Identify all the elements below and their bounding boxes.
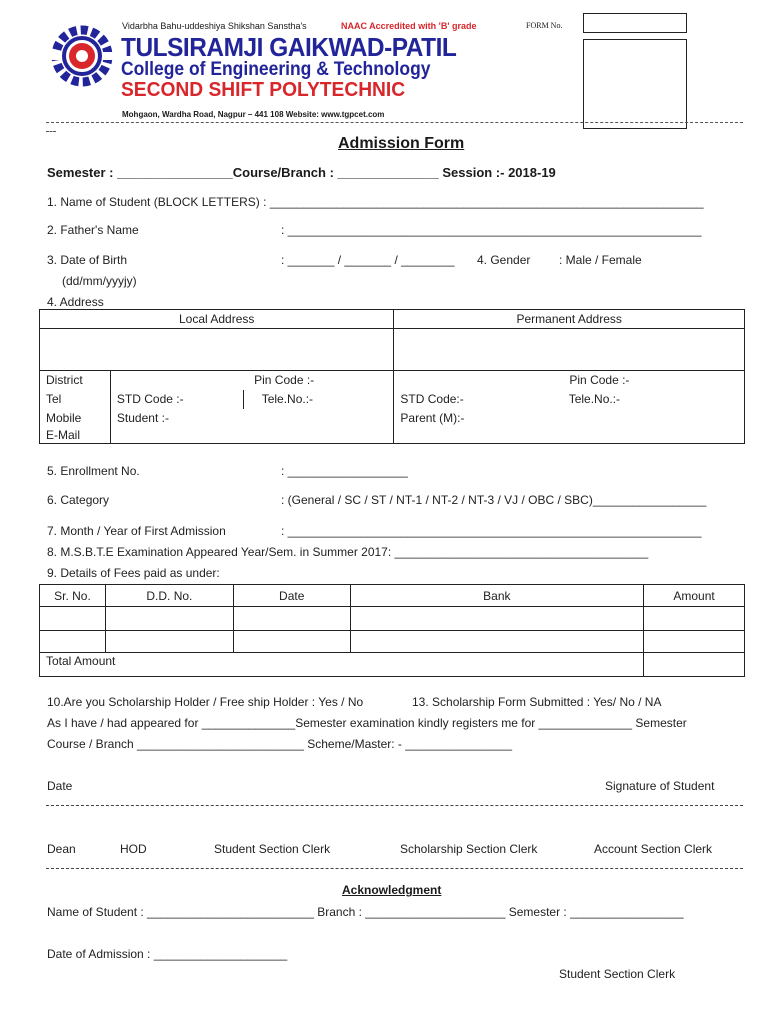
category-options[interactable]: : (General / SC / ST / NT-1 / NT-2 / NT-3 / VJ / OBC / SBC)_________________ <box>281 493 707 507</box>
date-label: Date <box>47 779 73 793</box>
local-pin-code[interactable]: Pin Code :- <box>110 371 393 390</box>
fees-cell[interactable] <box>350 607 643 631</box>
college-address: Mohgaon, Wardha Road, Nagpur – 441 108 Website: www.tgpcet.com <box>122 110 385 119</box>
student-name-field[interactable]: 1. Name of Student (BLOCK LETTERS) : _________________________________________________________________ <box>47 195 704 209</box>
student-mobile[interactable]: Student :- <box>110 409 393 427</box>
college-shift: SECOND SHIFT POLYTECHNIC <box>121 79 406 101</box>
fees-cell[interactable] <box>40 631 106 653</box>
fees-cell[interactable] <box>40 607 106 631</box>
scholarship-form-submitted[interactable]: 13. Scholarship Form Submitted : Yes/ No / NA <box>412 695 662 709</box>
dob-field[interactable]: : _______ / _______ / ________ <box>281 253 455 267</box>
semester-registration-line[interactable]: As I have / had appeared for ______________Semester examination kindly registers me for ______________ Semester <box>47 716 687 730</box>
local-std-code[interactable]: STD Code :- <box>110 390 243 409</box>
local-address-header: Local Address <box>40 310 394 329</box>
semester-course-session-line[interactable]: Semester : ________________Course/Branch : ______________ Session :- 2018-19 <box>47 165 556 180</box>
separator-line <box>46 805 743 806</box>
permanent-pin-code[interactable]: Pin Code :- <box>394 371 745 390</box>
fees-header-bank: Bank <box>350 585 643 607</box>
father-name-label: 2. Father's Name <box>47 223 139 237</box>
photo-box[interactable] <box>583 39 687 129</box>
fees-cell[interactable] <box>105 607 233 631</box>
scholarship-clerk-label: Scholarship Section Clerk <box>400 842 538 856</box>
fees-header-dd-no: D.D. No. <box>105 585 233 607</box>
fees-cell[interactable] <box>233 631 350 653</box>
permanent-std-code[interactable]: STD Code:- <box>394 390 563 409</box>
permanent-address-field[interactable] <box>394 329 745 371</box>
father-name-field[interactable]: : ______________________________________________________________ <box>281 223 702 237</box>
form-no-label: FORM No. <box>526 21 563 30</box>
scholarship-holder-question[interactable]: 10.Are you Scholarship Holder / Free ship Holder : Yes / No <box>47 695 364 709</box>
fees-total-label: Total Amount <box>40 653 644 677</box>
permanent-address-header: Permanent Address <box>394 310 745 329</box>
separator-line <box>46 868 743 869</box>
account-clerk-label: Account Section Clerk <box>594 842 713 856</box>
enrollment-label: 5. Enrollment No. <box>47 464 140 478</box>
acknowledgment-title: Acknowledgment <box>342 883 442 897</box>
header-divider-fragment <box>46 131 56 132</box>
fees-total-amount[interactable] <box>644 653 745 677</box>
gender-label: 4. Gender <box>477 253 531 267</box>
sanstha-name: Vidarbha Bahu-uddeshiya Shikshan Sanstha's <box>122 21 307 31</box>
dean-signature-label: Dean <box>47 842 76 856</box>
local-tele-no[interactable]: Tele.No.:- <box>243 390 394 409</box>
first-admission-field[interactable]: : ______________________________________________________________ <box>281 524 702 538</box>
header-divider <box>46 122 743 123</box>
local-email-field[interactable] <box>110 427 393 444</box>
fees-cell[interactable] <box>350 631 643 653</box>
dob-format-hint: (dd/mm/yyyjy) <box>62 274 137 288</box>
ack-clerk-label: Student Section Clerk <box>559 967 676 981</box>
course-scheme-line[interactable]: Course / Branch _________________________ Scheme/Master: - ________________ <box>47 737 513 751</box>
permanent-email-field[interactable] <box>394 427 745 444</box>
fees-header-date: Date <box>233 585 350 607</box>
parent-mobile[interactable]: Parent (M):- <box>394 409 745 427</box>
msbte-exam-field[interactable]: 8. M.S.B.T.E Examination Appeared Year/Sem. in Summer 2017: ______________________________________ <box>47 545 649 559</box>
ack-date-of-admission[interactable]: Date of Admission : ____________________ <box>47 947 288 961</box>
address-label: 4. Address <box>47 295 104 309</box>
mobile-label: Mobile <box>40 409 111 427</box>
address-table <box>39 309 745 444</box>
tel-label: Tel <box>40 390 111 409</box>
fees-table <box>39 584 745 677</box>
page-title: Admission Form <box>338 135 465 152</box>
first-admission-label: 7. Month / Year of First Admission <box>47 524 226 538</box>
district-label: District <box>40 371 111 390</box>
fees-cell[interactable] <box>644 631 745 653</box>
local-address-field[interactable] <box>40 329 394 371</box>
fees-cell[interactable] <box>105 631 233 653</box>
gender-options[interactable]: : Male / Female <box>559 253 642 267</box>
college-logo <box>48 22 116 90</box>
permanent-tele-no[interactable]: Tele.No.:- <box>563 390 745 409</box>
form-no-field[interactable] <box>583 13 687 33</box>
ack-name-branch-semester[interactable]: Name of Student : _________________________ Branch : _____________________ Semester : _________________ <box>47 905 684 919</box>
enrollment-field[interactable]: : __________________ <box>281 464 408 478</box>
fees-details-label: 9. Details of Fees paid as under: <box>47 566 220 580</box>
category-label: 6. Category <box>47 493 110 507</box>
college-subtitle: College of Engineering & Technology <box>121 59 431 80</box>
email-label: E-Mail <box>40 427 111 444</box>
dob-label: 3. Date of Birth <box>47 253 128 267</box>
fees-header-amount: Amount <box>644 585 745 607</box>
fees-cell[interactable] <box>233 607 350 631</box>
college-name: TULSIRAMJI GAIKWAD-PATIL <box>121 32 457 62</box>
fees-header-sr-no: Sr. No. <box>40 585 106 607</box>
naac-accreditation: NAAC Accredited with 'B' grade <box>341 21 477 31</box>
fees-cell[interactable] <box>644 607 745 631</box>
hod-signature-label: HOD <box>120 842 147 856</box>
student-signature-label: Signature of Student <box>605 779 715 793</box>
student-section-clerk-label: Student Section Clerk <box>214 842 331 856</box>
